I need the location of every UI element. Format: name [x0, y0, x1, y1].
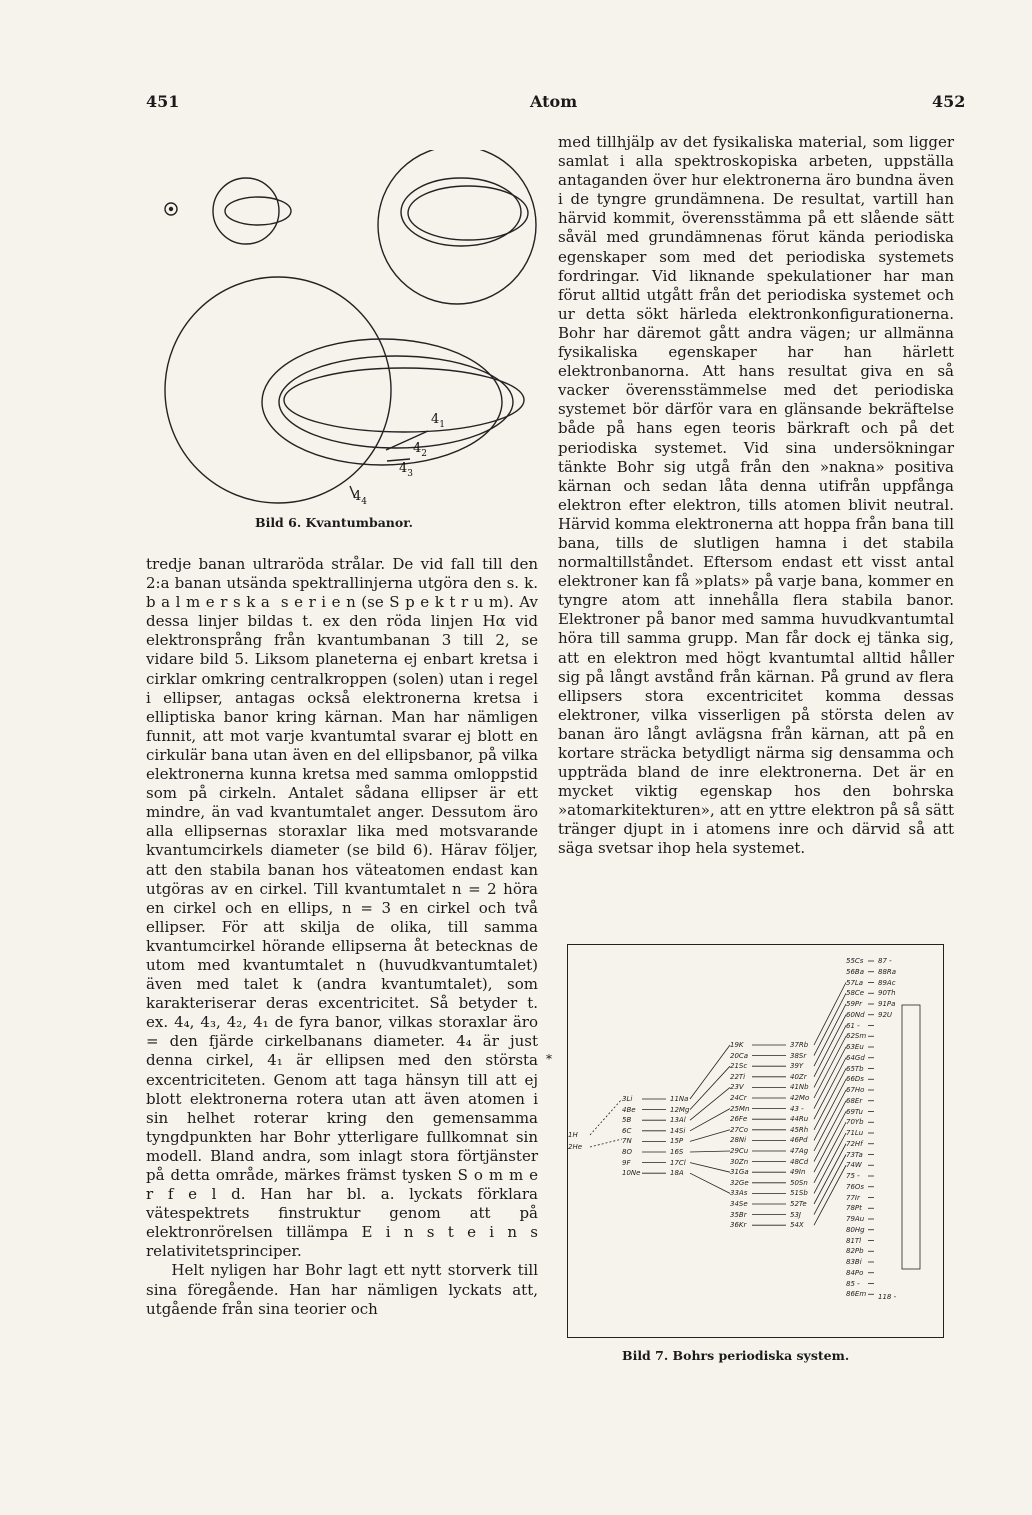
orbit-label-4-4: $4_4$ — [353, 489, 368, 507]
element-label: 63Eu — [846, 1043, 864, 1051]
connector-line — [690, 1151, 730, 1152]
element-label: 59Pr — [846, 1000, 863, 1008]
element-label: 41Nb — [790, 1083, 809, 1092]
element-label: 32Ge — [730, 1178, 749, 1187]
connector-line — [690, 1066, 730, 1109]
element-label: 3Li — [622, 1095, 633, 1103]
element-label: 71Lu — [846, 1129, 864, 1137]
element-label: 70Yb — [846, 1118, 864, 1127]
element-label: 25Mn — [730, 1104, 750, 1113]
element-label: 45Rh — [790, 1125, 809, 1134]
element-label: 38Sr — [790, 1051, 807, 1060]
page-number-right: 452 — [932, 92, 966, 111]
element-label: 73Ta — [846, 1150, 863, 1159]
element-label: 74W — [846, 1161, 862, 1170]
connector-line — [690, 1109, 730, 1131]
element-label: 52Te — [790, 1200, 807, 1208]
orbit-2-circle — [213, 178, 279, 244]
element-label: 64Gd — [846, 1053, 865, 1062]
element-label: 54X — [790, 1221, 804, 1230]
element-label: 84Po — [846, 1268, 864, 1277]
element-label: 68Er — [846, 1096, 863, 1105]
connector-line — [690, 1045, 730, 1099]
page-title: Atom — [530, 92, 578, 111]
element-label: 80Hg — [846, 1225, 865, 1234]
element-label: 51Sb — [790, 1189, 808, 1198]
connector-line — [690, 1087, 730, 1120]
element-label: 55Cs — [846, 957, 864, 965]
element-label: 88Ra — [878, 967, 897, 976]
element-label: 31Ga — [730, 1168, 749, 1177]
element-label: 66Ds — [846, 1075, 864, 1084]
element-label: 81Tl — [846, 1236, 862, 1245]
element-label: 15P — [670, 1137, 684, 1146]
element-label: 33As — [730, 1189, 748, 1198]
nucleus-dot — [170, 208, 173, 211]
element-label: 62Sm — [846, 1032, 867, 1041]
element-label: 43 - — [790, 1104, 804, 1113]
element-label: 83Bi — [846, 1258, 862, 1266]
figure-7-periodic-system — [567, 944, 944, 1338]
element-label: 24Cr — [730, 1094, 747, 1102]
figure-6-quantum-orbits — [150, 150, 540, 520]
orbit-4-ellipse-1 — [284, 368, 524, 432]
orbit-label-4-3: $4_3$ — [399, 461, 414, 479]
element-label: 22Ti — [730, 1072, 746, 1081]
element-label: 19K — [730, 1041, 744, 1049]
element-label: 75 - — [846, 1172, 860, 1180]
element-label: 77Ir — [846, 1193, 860, 1202]
element-label: 1H — [568, 1131, 578, 1139]
element-label: 58Ce — [846, 989, 865, 998]
orbit-3-ellipse-a — [401, 178, 521, 246]
element-label: 10Ne — [622, 1169, 641, 1178]
element-label: 46Pd — [790, 1136, 808, 1145]
orbit-label-4-2: $4_2$ — [413, 441, 428, 459]
element-label: 35Br — [730, 1210, 747, 1219]
element-label: 30Zn — [730, 1157, 749, 1166]
element-label: 27Co — [730, 1125, 749, 1134]
element-label: 4Be — [622, 1105, 636, 1114]
connector-line — [590, 1139, 622, 1147]
element-label: 60Nd — [846, 1010, 865, 1019]
orbit-2-ellipse — [225, 197, 291, 225]
element-label: 13Al — [670, 1116, 686, 1125]
element-label: 118 - — [878, 1293, 897, 1301]
element-label: 21Sc — [730, 1062, 748, 1071]
element-label: 92U — [878, 1010, 893, 1019]
element-label: 90Th — [878, 989, 896, 998]
element-label: 48Cd — [790, 1157, 809, 1166]
element-label: 50Sn — [790, 1178, 808, 1187]
connector-line — [690, 1173, 730, 1193]
element-label: 37Rb — [790, 1041, 809, 1049]
element-label: 91Pa — [878, 1000, 896, 1008]
element-label: 26Fe — [730, 1115, 748, 1124]
orbit-4-ellipse-2 — [279, 356, 513, 448]
element-label: 6C — [622, 1126, 632, 1135]
element-label: 7N — [622, 1137, 632, 1146]
orbit-3-circle — [378, 150, 536, 304]
element-label: 16S — [670, 1148, 684, 1156]
element-label: 42Mo — [790, 1094, 810, 1102]
element-label: 72Hf — [846, 1139, 863, 1148]
element-label: 53J — [790, 1210, 801, 1219]
element-label: 36Kr — [730, 1221, 747, 1230]
element-label: 85 - — [846, 1279, 860, 1288]
element-label: 89Ac — [878, 978, 896, 987]
element-label: 18A — [670, 1169, 684, 1178]
element-label: 67Ho — [846, 1086, 865, 1094]
element-label: 9F — [622, 1158, 631, 1167]
orbit-4-ellipse-3 — [262, 339, 502, 465]
element-label: 49In — [790, 1168, 806, 1177]
element-label: 2He — [568, 1143, 583, 1151]
element-label: 44Ru — [790, 1115, 809, 1124]
element-label: 87 - — [878, 957, 892, 965]
group-bracket — [902, 1005, 920, 1269]
element-label: 40Zr — [790, 1072, 807, 1081]
element-label: 23V — [730, 1083, 744, 1092]
connector-line — [690, 1130, 730, 1142]
element-label: 82Pb — [846, 1247, 864, 1256]
element-label: 34Se — [730, 1200, 748, 1208]
element-label: 65Tb — [846, 1064, 864, 1073]
orbit-label-4-1: $4_1$ — [431, 412, 446, 430]
connector-line — [590, 1099, 622, 1135]
element-label: 57La — [846, 978, 864, 987]
element-label: 29Cu — [730, 1147, 749, 1155]
right-column-text: med tillhjälp av det fysikaliska material, som ligger samlat i alla spektroskopiska arbeten, uppställa antaganden över hur elektronerna äro bundna även i de tyngre grundämnena. De resultat, vartill han härvid kommit, överensstämma på ett slående sätt såväl med grundämnenas förut kända periodiska egenskaper som med det periodiska systemets fordringar. Vid liknande spekulationer har man förut alltid utgått från det periodiska systemet och ur detta sökt härleda elektronkonfigurationerna. Bohr har däremot gått andra vägen; ur allmänna fysikaliska egenskaper har han härlett elektronbanorna. Att hans resultat giva en så vacker överensstämmelse med det periodiska systemet bör därför vara en glänsande bekräftelse både på hans egen teoris bärkraft och på det periodiska systemet. Vid sina undersökningar tänkte Bohr sig utgå från den »nakna» positiva kärnan och sedan låta denna utifrån uppfånga elektron efter elektron, tills atomen blivit neutral. Härvid komma elektronerna att hoppa från bana till bana, tills de slutligen hamna i det stabila normaltillståndet. Eftersom endast ett visst antal elektroner kan få »plats» på varje bana, kommer en tyngre atom att innehålla flera stabila banor. Elektroner på banor med samma huvudkvantumtal höra till samma grupp. Man får dock ej tänka sig, att en elektron med högt kvantumtal alltid håller sig på långt avstånd från kärnan. På grund av flera ellipsers stora excentricitet komma dessas elektroner, vilka visserligen på största delen av banan äro långt avlägsna från kärnan, att på en kortare sträcka betydligt närma sig densamma och uppträda bland de inre elektronerna. Det är en mycket viktig egenskap hos den bohrska »atomarkitekturen», att en yttre elektron på så sätt tränger djupt in i atomens inre och därvid så att säga svetsar ihop hela systemet. — [558, 133, 959, 858]
figure-6-caption: Bild 6. Kvantumbanor. — [255, 515, 414, 530]
margin-asterisk: * — [546, 1052, 552, 1066]
element-label: 17Cl — [670, 1158, 686, 1167]
element-label: 61 - — [846, 1021, 860, 1030]
element-label: 28Ni — [730, 1136, 747, 1145]
orbit-3-ellipse-b — [408, 186, 528, 240]
element-label: 76Os — [846, 1182, 865, 1191]
element-label: 5B — [622, 1116, 632, 1125]
element-label: 79Au — [846, 1215, 865, 1223]
element-label: 12Mg — [670, 1105, 690, 1114]
figure-7-caption: Bild 7. Bohrs periodiska system. — [622, 1348, 850, 1363]
element-label: 20Ca — [730, 1051, 749, 1060]
element-label: 39Y — [790, 1062, 804, 1071]
element-label: 78Pt — [846, 1204, 862, 1213]
left-column-text: tredje banan ultraröda strålar. De vid fall till den 2:a banan utsända spektrallinjerna utgöra den s. k. b a l m e r s k a s e r i e n (se S p e k t r u m). Av dessa linjer bildas t. ex den röda linjen Hα vid elektronsprång från kvantumbanan 3 till 2, se vidare bild 5. Liksom planeterna ej enbart kretsa i cirklar omkring centralkroppen (solen) utan i regel i ellipser, antagas också elektronerna kretsa i elliptiska banor kring kärnan. Man har nämligen funnit, att mot varje kvantumtal svarar ej blott en cirkulär bana utan även en del ellipsbanor, på vilka elektronerna kunna kretsa med samma omloppstid som på cirkeln. Antalet sådana ellipser är ett mindre, än vad kvantumtalet anger. Dessutom äro alla ellipsernas storaxlar lika med motsvarande kvantumcirkels diameter (se bild 6). Härav följer, att den stabila banan hos väteatomen endast kan utgöras av en cirkel. Till kvantumtalet n = 2 höra en cirkel och en ellips, n = 3 en cirkel och två ellipser. För att skilja de olika, till samma kvantumcirkel hörande ellipserna åt betecknas de utom med kvantumtalet n (huvudkvantumtalet) även med talet k (andra kvantumtalet), som karakteriserar deras excentricitet. Så betyder t. ex. 4₄, 4₃, 4₂, 4₁ de fyra banor, vilkas storaxlar äro = den fjärde cirkelbanans diameter. 4₄ är just denna cirkel, 4₁ är ellipsen med den största excentriciteten. Genom att taga hänsyn till att ej blott elektronerna rotera utan att även atomen i sin helhet roterar kring den gemensamma tyngdpunkten har Bohr ytterligare fullkomnat sin modell. Bland andra, som inlagt stora förtjänster på detta område, märkes främst tysken S o m m e r f e l d. Han har bl. a. lyckats förklara vätespektrets finstruktur genom att på elektronrörelsen tillämpa E i n s t e i n s relativitetsprinciper. Helt nyligen har Bohr lagt ett nytt storverk till sina föregående. Han har nämligen lyckats att, utgående från sina teorier och — [146, 555, 539, 1318]
orbit-4-circle — [165, 277, 391, 503]
element-label: 11Na — [670, 1095, 689, 1103]
element-label: 14Si — [670, 1126, 686, 1135]
element-label: 86Em — [846, 1290, 867, 1299]
element-label: 56Ba — [846, 967, 864, 976]
element-label: 69Tu — [846, 1107, 863, 1116]
connector-line — [690, 1163, 730, 1173]
page-number-left: 451 — [146, 92, 180, 111]
element-label: 47Ag — [790, 1147, 809, 1155]
element-label: 8O — [622, 1148, 632, 1156]
